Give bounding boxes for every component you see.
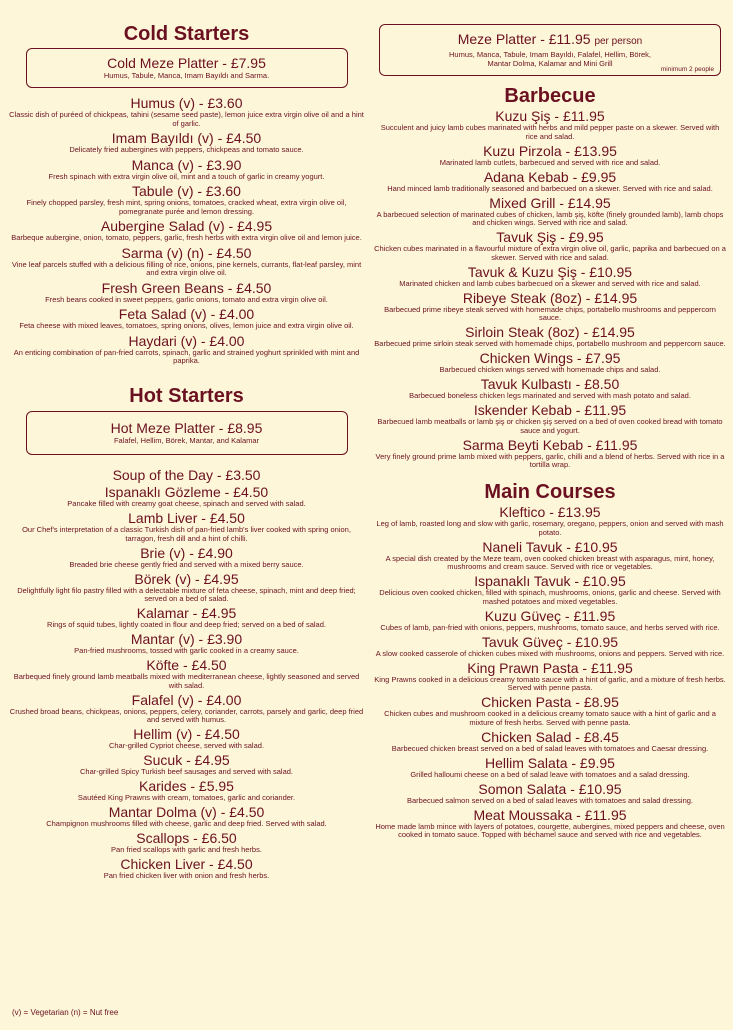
menu-item-name: Chicken Wings - £7.95	[479, 350, 621, 366]
meze-platter-name	[380, 31, 720, 50]
menu-item[interactable]	[374, 376, 726, 401]
menu-item[interactable]	[8, 245, 365, 278]
menu-item-name: Kleftico - £13.95	[499, 504, 601, 520]
menu-item-name: Mantar Dolma (v) - £4.50	[108, 804, 265, 820]
hot-platter-desc: Falafel, Hellim, Börek, Mantar, and Kalamar	[113, 435, 260, 445]
menu-item-description: Crushed broad beans, chickpeas, onions, peppers, celery, coriander, carrots, parsely and garlic, deep fried and served with humus.	[9, 706, 364, 724]
cold-platter-desc: Humus, Tabule, Manca, Imam Bayıldı and Sarma.	[103, 71, 270, 80]
menu-item-name: Tavuk Şiş - £9.95	[496, 229, 604, 245]
menu-item-name: Kuzu Güveç - £11.95	[484, 607, 616, 624]
menu-item-name: Kuzu Pirzola - £13.95	[483, 142, 617, 159]
menu-item-description: A special dish created by the Meze team, oven cooked chicken breast with asparagus, mint, honey, mushrooms and cream sauce. Served with rice or vegetables.	[385, 553, 715, 571]
menu-item[interactable]	[8, 830, 365, 855]
menu-item-description: An enticing combination of pan-fried carrots, spinach, garlic and strained yoghurt sprinkled with mint and paprika.	[13, 347, 360, 365]
menu-item-description: Delicately fried aubergines with peppers, chickpeas and tomato sauce.	[69, 145, 304, 154]
barbecue-list	[374, 108, 726, 470]
menu-item-description: Champignon mushrooms filled with cheese, garlic and deep fried. Served with salad.	[46, 819, 327, 828]
menu-item[interactable]	[374, 324, 726, 349]
menu-item-name: Fresh Green Beans - £4.50	[101, 279, 272, 296]
cold-starters-title: Cold Starters	[123, 23, 250, 45]
menu-item-description: Barbecued chicken breast served on a bed of salad leaves with tomatoes and Caesar dressing.	[391, 743, 709, 753]
menu-item-description: Barbequed finely ground lamb meatballs mixed with mediterranean cheese, lightly seasoned and served with salad.	[13, 672, 360, 690]
menu-item-name: Aubergine Salad (v) - £4.95	[100, 218, 273, 234]
menu-item-description: Barbecued prime ribeye steak served with homemade chips, portabello mushrooms and peppercorn sauce.	[384, 304, 716, 322]
menu-item-name: Soup of the Day - £3.50	[112, 466, 261, 483]
menu-item-name: Hellim Salata - £9.95	[485, 754, 615, 771]
menu-item-description: Chicken cubes marinated in a flavourful mixture of extra virgin olive oil, garlic, paprika and barbecued on a skewer. Served with rice and salad.	[374, 244, 726, 262]
menu-item-description: Breaded brie cheese gently fried and served with a mixed berry sauce.	[69, 559, 304, 569]
menu-item-description: Vine leaf parcels stuffed with a delicious filling of rice, onions, pine kernels, currants, flat-leaf parsley, mint and extra virgin olive oil.	[11, 259, 362, 277]
menu-item[interactable]	[8, 484, 365, 509]
menu-item[interactable]	[374, 504, 726, 537]
menu-item-name: Tabule (v) - £3.60	[132, 183, 241, 199]
menu-item-description: Delicious oven cooked chicken, filled with spinach, mushrooms, onions, garlic and cheese. Served with mashed potatoes and mixed vegetables.	[379, 588, 721, 606]
menu-item[interactable]	[374, 169, 726, 194]
menu-item-name: Sarma (v) (n) - £4.50	[121, 244, 252, 261]
menu-item-name: Köfte - £4.50	[146, 657, 227, 673]
menu-item-name: Brie (v) - £4.90	[140, 544, 233, 561]
menu-item-description: Sautéed King Prawns with cream, tomatoes, garlic and coriander.	[77, 793, 296, 802]
menu-item-name: Chicken Pasta - £8.95	[481, 694, 619, 710]
menu-item-description: Barbeque aubergine, onion, tomato, peppers, garlic, fresh herbs with extra virgin olive oil and lemon juice.	[11, 233, 362, 242]
menu-item-description: Barbecued salmon served on a bed of salad leaves with tomatoes and salad dressing.	[406, 795, 693, 805]
menu-item[interactable]	[374, 264, 726, 289]
menu-item-name: Tavuk & Kuzu Şiş - £10.95	[467, 263, 633, 280]
menu-item-name: Falafel (v) - £4.00	[131, 691, 242, 708]
menu-item-name: Adana Kebab - £9.95	[483, 168, 617, 185]
menu-item-description: Our Chef's interpretation of a classic Turkish dish of pan-fried lamb's liver cooked with spring onion, tarragon, fresh dill and a hint of chilli.	[22, 525, 351, 543]
menu-item-description: Cubes of lamb, pan-fried with onions, peppers, mushrooms, tomato sauce, and herbs served with rice.	[380, 622, 720, 632]
menu-item-description: Marinated lamb cutlets, barbecued and served with rice and salad.	[439, 157, 661, 167]
menu-item-name: Naneli Tavuk - £10.95	[482, 538, 618, 555]
menu-item[interactable]	[374, 143, 726, 168]
menu-item[interactable]	[374, 573, 726, 606]
menu-item[interactable]	[374, 694, 726, 727]
menu-item-name: Hellim (v) - £4.50	[133, 726, 240, 742]
main-courses-title: Main Courses	[484, 481, 616, 503]
menu-item-name: Tavuk Kulbastı - £8.50	[480, 376, 620, 392]
menu-item-description: Fresh beans cooked in sweet peppers, garlic onions, tomato and extra virgin olive oil.	[45, 294, 328, 304]
menu-item[interactable]	[8, 467, 365, 483]
menu-item[interactable]	[374, 195, 726, 228]
menu-item-name: Kalamar - £4.95	[136, 605, 237, 621]
menu-item-description: Pan fried chicken liver with onion and fresh herbs.	[103, 871, 270, 880]
menu-item[interactable]	[8, 218, 365, 243]
menu-item-description: Chicken cubes and mushroom cooked in a delicious creamy tomato sauce with a hint of garlic and a mixture of fresh herbs. Served with penne pasta.	[384, 709, 716, 727]
menu-item-name: Feta Salad (v) - £4.00	[118, 306, 255, 322]
menu-item[interactable]	[8, 510, 365, 543]
menu-item-description: Grilled halloumi cheese on a bed of salad leave with tomatoes and a salad dressing.	[410, 769, 690, 779]
menu-item-name: Tavuk Güveç - £10.95	[481, 633, 619, 650]
menu-item-description: A barbecued selection of marinated cubes of chicken, lamb şiş, köfte (finely grounded lamb), lamb chops and chicken wings. Served with rice and salad.	[376, 209, 724, 227]
menu-item-name: Lamb Liver - £4.50	[128, 510, 245, 526]
meze-per-person: per person	[594, 36, 643, 47]
menu-item-name: Manca (v) - £3.90	[131, 156, 242, 173]
legend-footer: (v) = Vegetarian (n) = Nut free	[12, 1008, 119, 1017]
menu-item[interactable]	[8, 280, 365, 305]
menu-item-name: Chicken Liver - £4.50	[120, 856, 253, 872]
menu-item[interactable]	[374, 539, 726, 572]
menu-item-description: Feta cheese with mixed leaves, tomatoes, spring onions, olives, lemon juice and extra virgin olive oil.	[19, 321, 354, 330]
menu-item-description: Char-grilled Cypriot cheese, served with salad.	[108, 741, 265, 750]
menu-item-description: King Prawns cooked in a delicious creamy tomato sauce with a hint of garlic, and a mixture of fresh herbs. Served with penne pasta.	[374, 674, 726, 692]
hot-starters-title: Hot Starters	[129, 384, 244, 407]
menu-item-description: Pancake filled with creamy goat cheese, spinach and served with salad.	[67, 499, 306, 508]
menu-item[interactable]	[374, 781, 726, 806]
menu-item-description: Home made lamb mince with layers of potatoes, courgette, aubergines, mixed peppers and cheese, oven cooked in tomato sauce. Topped with béchamel sauce and served with rice and vegetables.	[375, 821, 725, 839]
menu-item[interactable]	[8, 657, 365, 690]
menu-item[interactable]	[374, 634, 726, 659]
menu-item[interactable]	[8, 571, 365, 604]
menu-item[interactable]	[8, 752, 365, 777]
menu-item-description: Barbecued prime sirloin steak served with homemade chips, portabello mushroom and peppercorn sauce.	[374, 339, 726, 348]
menu-item[interactable]	[8, 130, 365, 155]
menu-item-description: Delightfully light filo pastry filled with a delectable mixture of feta cheese, spinach, mint and deep fried; served on a bed of salad.	[17, 585, 356, 603]
menu-item-description: Barbecued boneless chicken legs marinated and served with mash potato and salad.	[409, 391, 691, 400]
menu-item-name: Iskender Kebab - £11.95	[473, 402, 627, 418]
barbecue-title: Barbecue	[504, 85, 596, 107]
menu-item-name: King Prawn Pasta - £11.95	[467, 659, 633, 676]
menu-item[interactable]	[8, 804, 365, 829]
menu-item-description: Succulent and juicy lamb cubes marinated with herbs and mild pepper paste on a skewer. Served with rice and salad.	[380, 123, 720, 141]
menu-item-description: Finely chopped parsley, fresh mint, spring onions, tomatoes, cracked wheat, extra virgin olive oil, pomegranate purée and lemon dressing.	[26, 198, 347, 216]
menu-item-description: Fresh spinach with extra virgin olive oil, mint and a touch of garlic in creamy yogurt.	[48, 171, 325, 181]
menu-item-name: Karides - £5.95	[139, 778, 234, 794]
menu-item[interactable]	[8, 778, 365, 803]
menu-item-name: Ribeye Steak (8oz) - £14.95	[462, 289, 638, 306]
menu-item[interactable]	[8, 726, 365, 751]
menu-item[interactable]	[374, 402, 726, 435]
menu-item[interactable]	[8, 692, 365, 725]
menu-item-name: Haydari (v) - £4.00	[128, 332, 245, 349]
menu-item[interactable]	[374, 350, 726, 375]
menu-item-name: Sirloin Steak (8oz) - £14.95	[465, 324, 635, 340]
menu-item[interactable]	[374, 660, 726, 693]
menu-item-name: Mantar (v) - £3.90	[130, 631, 243, 647]
hot-starters-list	[8, 467, 365, 881]
menu-item[interactable]	[8, 306, 365, 331]
menu-item-description: A slow cooked casserole of chicken cubes mixed with mushrooms, onions and peppers. Served with rice.	[375, 648, 725, 658]
menu-item-name: Börek (v) - £4.95	[134, 570, 239, 587]
cold-starters-list	[8, 95, 365, 366]
menu-item[interactable]	[374, 290, 726, 323]
main-courses-list	[374, 504, 726, 840]
menu-item[interactable]	[374, 755, 726, 780]
menu-item[interactable]	[8, 157, 365, 182]
menu-item[interactable]	[374, 608, 726, 633]
menu-item[interactable]	[8, 95, 365, 128]
menu-item[interactable]	[8, 333, 365, 366]
menu-item-name: Ispanaklı Gözleme - £4.50	[104, 484, 269, 500]
menu-item-name: Mixed Grill - £14.95	[489, 194, 611, 211]
meze-platter-desc: Humus, Manca, Tabule, Imam Bayıldı, Falafel, Hellim, Börek, Mantar Dolma, Kalamar and Mini Grill	[448, 50, 652, 68]
menu-item-name: Scallops - £6.50	[136, 830, 237, 846]
cold-platter-name: Cold Meze Platter - £7.95	[107, 55, 266, 71]
menu-item-name: Kuzu Şiş - £11.95	[495, 108, 605, 124]
menu-item[interactable]	[8, 545, 365, 570]
menu-item-description: Char-grilled Spicy Turkish beef sausages and served with salad.	[79, 767, 294, 776]
menu-item[interactable]	[374, 807, 726, 840]
menu-item-name: Ispanaklı Tavuk - £10.95	[474, 573, 626, 589]
menu-item-name: Imam Bayıldı (v) - £4.50	[111, 130, 262, 146]
hot-platter-name: Hot Meze Platter - £8.95	[110, 419, 263, 436]
cold-meze-platter-box[interactable]	[26, 48, 348, 88]
menu-item[interactable]	[374, 437, 726, 470]
menu-item-description: Very finely ground prime lamb mixed with peppers, garlic, chilli and a blend of herbs. Served with rice in a tortilla wrap.	[375, 451, 725, 469]
menu-item-name: Chicken Salad - £8.45	[481, 728, 619, 745]
menu-item-name: Sarma Beyti Kebab - £11.95	[462, 436, 638, 453]
menu-item[interactable]	[8, 631, 365, 656]
menu-item-description: Hand minced lamb traditionally seasoned and barbecued on a skewer. Served with rice and salad.	[387, 183, 713, 193]
menu-item-description: Marinated chicken and lamb cubes barbecued on a skewer and served with rice and salad.	[399, 278, 701, 288]
menu-item[interactable]	[8, 605, 365, 630]
meze-platter-box[interactable]	[379, 24, 721, 76]
menu-item-description: Pan fried scallops with garlic and fresh herbs.	[111, 845, 262, 854]
menu-item-description: Barbecued lamb meatballs or lamb şiş or chicken şiş served on a bed of oven cooked bread with tomato sauce and yogurt.	[377, 417, 723, 435]
meze-min-note: minimum 2 people	[660, 66, 714, 73]
menu-item-name: Sucuk - £4.95	[143, 752, 230, 768]
menu-item[interactable]	[8, 183, 365, 216]
right-column	[374, 0, 726, 841]
menu-item[interactable]	[374, 108, 726, 141]
menu-item[interactable]	[8, 856, 365, 881]
menu-item-description: Rings of squid tubes, lightly coated in flour and deep fried; served on a bed of salad.	[47, 620, 326, 629]
menu-item-name: Meat Moussaka - £11.95	[473, 806, 627, 823]
menu-item-description: Leg of lamb, roasted long and slow with garlic, rosemary, oregano, peppers, onion and served with mash potato.	[376, 519, 724, 537]
menu-item-name: Humus (v) - £3.60	[130, 95, 243, 111]
hot-meze-platter-box[interactable]	[26, 411, 348, 455]
menu-item-description: Classic dish of puréed of chickpeas, tahini (sesame seed paste), lemon juice extra virgin olive oil and a hint of garlic.	[9, 110, 364, 128]
menu-item-description: Pan-fried mushrooms, tossed with garlic cooked in a creamy sauce.	[74, 646, 299, 655]
menu-item-name: Somon Salata - £10.95	[478, 780, 622, 797]
left-column	[8, 0, 365, 882]
menu-item[interactable]	[374, 229, 726, 262]
menu-item[interactable]	[374, 729, 726, 754]
meze-platter-price: Meze Platter - £11.95	[457, 31, 591, 47]
menu-item-description: Barbecued chicken wings served with homemade chips and salad.	[439, 365, 661, 374]
